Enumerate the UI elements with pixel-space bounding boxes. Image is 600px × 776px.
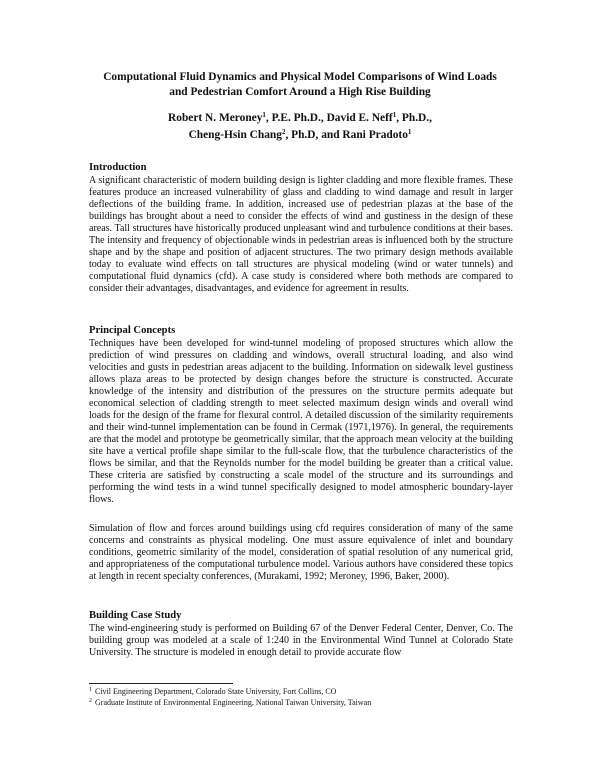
footnote-divider [89, 683, 233, 684]
paper-title [60, 70, 540, 100]
affiliation-mark: 1 [262, 111, 266, 119]
section-heading: Principal Concepts [89, 325, 176, 336]
author-name: Rani Pradoto [342, 129, 408, 141]
building-case-study-section [89, 610, 513, 659]
author-name: Cheng-Hsin Chang [188, 129, 282, 141]
principal-concepts-section [89, 325, 513, 506]
introduction-section [89, 162, 513, 295]
section-heading: Introduction [89, 162, 147, 173]
footnote [89, 686, 513, 697]
footnote-mark: 2 [89, 698, 92, 704]
author-suffix: , P.E. Ph.D., [265, 112, 327, 124]
footnote-mark: 1 [89, 687, 92, 693]
principal-concepts-continued [89, 523, 513, 583]
principal-concepts-paragraph-1: Techniques have been developed for wind-tunnel modeling of proposed structures which allow the prediction of wind pressures on cladding and windows, overall structural loading, and also wind velocities and gusts in pedestrian areas adjacent to the building. Information on sidewalk level gustiness allows plaza areas to be protected by design changes before the structure is constructed. Accurate knowledge of the intensity and distribution of the pressures on the structure permits adequate but economical selection of cladding strength to meet selected maximum design winds and overall wind loads for the design of the frame for flexural control. A detailed discussion of the similarity requirements and their wind-tunnel implementation can be found in Cermak (1971,1976). In general, the requirements are that the model and prototype be geometrically similar, that the approach mean velocity at the building site have a vertical profile shape similar to the full-scale flow, that the turbulence characteristics of the flows be similar, and that the Reynolds number for the model building be greater than a critical value. These criteria are satisfied by constructing a scale model of the structure and its surroundings and performing the wind tests in a wind tunnel specifically designed to model atmospheric boundary-layer flows. [89, 337, 513, 506]
title-line-2: and Pedestrian Comfort Around a High Rise Building [169, 86, 431, 98]
author-suffix: , Ph.D, and [285, 129, 343, 141]
author-name: Robert N. Meroney [168, 112, 263, 124]
affiliation-mark: 1 [392, 111, 397, 119]
footnote [89, 697, 513, 708]
title-line-1: Computational Fluid Dynamics and Physical Model Comparisons of Wind Loads [103, 71, 497, 83]
author-name: David E. Neff [326, 112, 393, 124]
affiliation-mark: 1 [407, 128, 412, 136]
author-line-1 [60, 110, 540, 127]
author-list [60, 110, 540, 144]
author-suffix: , Ph.D., [396, 112, 432, 124]
introduction-paragraph: A significant characteristic of modern building design is lighter cladding and more flexible frames. These features produce an increased vulnerability of glass and cladding to wind damage and result in larger deflections of the building frame. In addition, increased use of pedestrian plazas at the base of the buildings has brought about a need to consider the effects of wind and gustiness in the design of these areas. Tall structures have historically produced unpleasant wind and turbulence conditions at their bases. The intensity and frequency of objectionable winds in pedestrian areas is influenced both by the structure shape and by the shape and position of adjacent structures. The two primary design methods available today to evaluate wind effects on tall structures are physical modeling (wind or water tunnels) and computational fluid dynamics (cfd). A case study is considered where both methods are compared to consider their advantages, disadvantages, and evidence for agreement in results. [89, 174, 513, 294]
section-heading: Building Case Study [89, 610, 182, 621]
building-case-study-paragraph: The wind-engineering study is performed on Building 67 of the Denver Federal Center, Denver, Co. The building group was modeled at a scale of 1:240 in the Environmental Wind Tunnel at Colorado State University. The structure is modeled in enough detail to provide accurate flow [89, 622, 513, 658]
affiliation-mark: 2 [281, 128, 286, 136]
footnote-text: Graduate Institute of Environmental Engineering, National Taiwan University, Taiwan [95, 698, 372, 707]
footnote-text: Civil Engineering Department, Colorado State University, Fort Collins, CO [95, 687, 337, 696]
author-line-2 [60, 127, 540, 144]
footnotes [89, 686, 513, 708]
principal-concepts-paragraph-2: Simulation of flow and forces around buildings using cfd requires consideration of many of the same concerns and constraints as physical modeling. One must assure equivalence of inlet and boundary conditions, geometric similarity of the model, consideration of spatial resolution of any numerical grid, and appropriateness of the computational turbulence model. Various authors have considered these topics at length in recent specialty conferences, (Murakami, 1992; Meroney, 1996, Baker, 2000). [89, 523, 513, 583]
